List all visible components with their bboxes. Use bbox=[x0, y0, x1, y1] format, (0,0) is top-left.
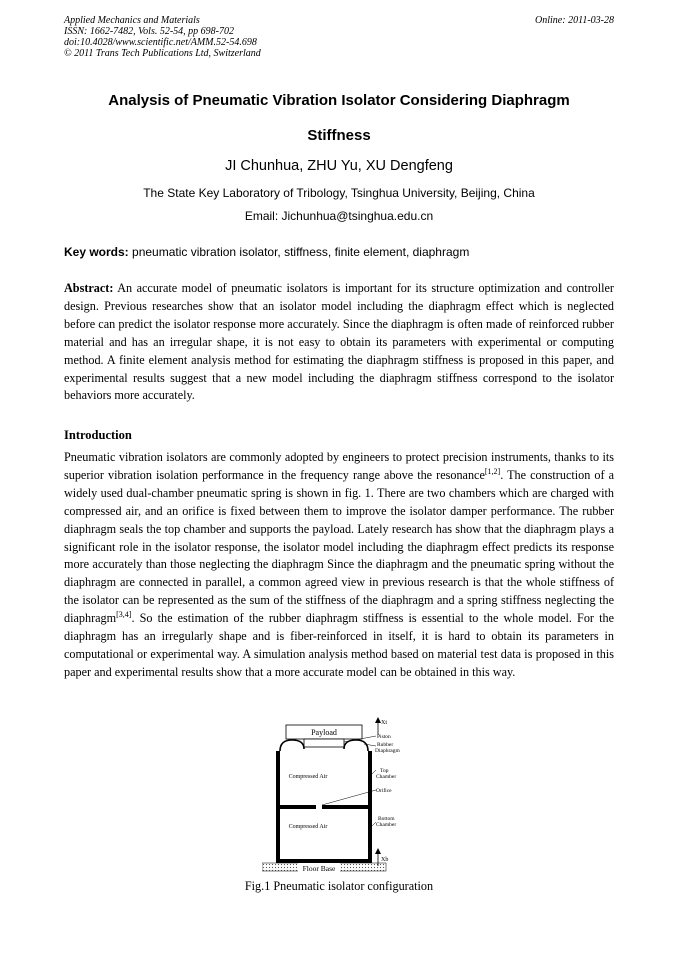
abstract-label: Abstract: bbox=[64, 281, 114, 295]
top-air-label: Compressed Air bbox=[288, 774, 328, 780]
running-header bbox=[64, 15, 261, 59]
citation-1: [1,2] bbox=[484, 466, 501, 476]
housing-right-wall bbox=[368, 751, 372, 863]
rubber-label: Rubber bbox=[377, 742, 394, 748]
xb-label: Xb bbox=[381, 857, 389, 863]
top-chamber-label-1: Top bbox=[380, 768, 389, 774]
keywords-label: Key words: bbox=[64, 245, 129, 259]
bottom-chamber-label-1: Bottom bbox=[378, 816, 395, 822]
online-date: Online: 2011-03-28 bbox=[535, 15, 614, 26]
intro-text-2: . The construction of a widely used dual-chamber pneumatic spring is shown in fig. 1. There are two chambers which are charged with compressed air, and an orifice is fixed between them to improve the isolator damper performance. The rubber diaphragm seals the top chamber and supports the payload. Lately research has show that the diaphragm plays a significant role in the isolator response, the isolator model including the diaphragm effect predicts its response more accurately than those neglecting the diaphragm Since the diaphragm and the pneumatic spring without the diaphragm are connected in parallel, a common agreed view in previous research is that the whole stiffness of the isolator can be represented as the sum of the stiffness of the diaphragm and a spring stiffness neglecting the diaphragm bbox=[64, 467, 614, 626]
bottom-chamber-label-2: Chamber bbox=[376, 822, 397, 828]
orifice-plate-right bbox=[322, 805, 368, 809]
copyright-line: © 2011 Trans Tech Publications Ltd, Switzerland bbox=[64, 48, 261, 59]
isolator-diagram bbox=[262, 716, 422, 878]
diaphragm-label: Diaphragm bbox=[375, 748, 400, 754]
paper-authors: JI Chunhua, ZHU Yu, XU Dengfeng bbox=[225, 158, 453, 174]
xt-label: Xt bbox=[381, 720, 387, 726]
intro-text-1: Pneumatic vibration isolators are commonly adopted by engineers to protect precision instruments, thanks to its superior vibration isolation performance in the frequency range above the resonance bbox=[64, 450, 614, 482]
figure-caption: Fig.1 Pneumatic isolator configuration bbox=[244, 879, 434, 893]
orifice-label: Orifice bbox=[376, 788, 392, 794]
piston-label: Piston bbox=[377, 734, 391, 740]
keywords bbox=[64, 245, 614, 259]
citation-2: [3,4] bbox=[116, 610, 132, 620]
keywords-text: pneumatic vibration isolator, stiffness, finite element, diaphragm bbox=[128, 245, 470, 259]
section-heading-introduction: Introduction bbox=[64, 428, 132, 442]
diaphragm-right bbox=[344, 740, 368, 751]
piston-block bbox=[304, 739, 344, 747]
journal-name: Applied Mechanics and Materials bbox=[64, 15, 200, 26]
floor-base-label: Floor Base bbox=[302, 864, 336, 873]
housing-bottom-wall bbox=[276, 859, 372, 863]
issn-line: ISSN: 1662-7482, Vols. 52-54, pp 698-702 bbox=[64, 26, 234, 37]
paper-title-line1: Analysis of Pneumatic Vibration Isolator Considering Diaphragm bbox=[108, 92, 570, 109]
paper-email: Email: Jichunhua@tsinghua.edu.cn bbox=[244, 209, 434, 223]
paper-affiliation: The State Key Laboratory of Tribology, Tsinghua University, Beijing, China bbox=[143, 186, 535, 200]
doi-line: doi:10.4028/www.scientific.net/AMM.52-54.698 bbox=[64, 37, 257, 48]
bottom-air-label: Compressed Air bbox=[288, 824, 328, 830]
top-chamber-label-2: Chamber bbox=[376, 774, 397, 780]
diaphragm-left bbox=[280, 740, 304, 751]
paper-title-line2: Stiffness bbox=[307, 127, 371, 144]
payload-label: Payload bbox=[311, 728, 337, 737]
orifice-plate-left bbox=[280, 805, 316, 809]
abstract bbox=[64, 280, 614, 405]
housing-left-wall bbox=[276, 751, 280, 863]
intro-text-3: . So the estimation of the rubber diaphragm stiffness is essential to the whole model. For the diaphragm has an irregularly shape and is fiber-reinforced in itself, it is hard to obtain its parameters in computational or experimental way. A simulation analysis method based on material test data is proposed in this paper and experimental results show that a more accurate model can be obtained in this way. bbox=[64, 611, 614, 679]
abstract-text: An accurate model of pneumatic isolators is important for its structure optimization and controller design. Previous researches show that an isolator model including the diaphragm effect which is neglected before can predict the isolator response more accurately. Since the diaphragm is often made of reinforced rubber material and has an irregular shape, it is not easy to obtain its parameters with experimental or computing method. A finite element analysis method for estimating the diaphragm stiffness is proposed in this paper, and experimental results suggest that a new model including the diaphragm stiffness correspond to the isolator behaviors more accurately. bbox=[64, 281, 614, 403]
introduction-body bbox=[64, 449, 614, 682]
